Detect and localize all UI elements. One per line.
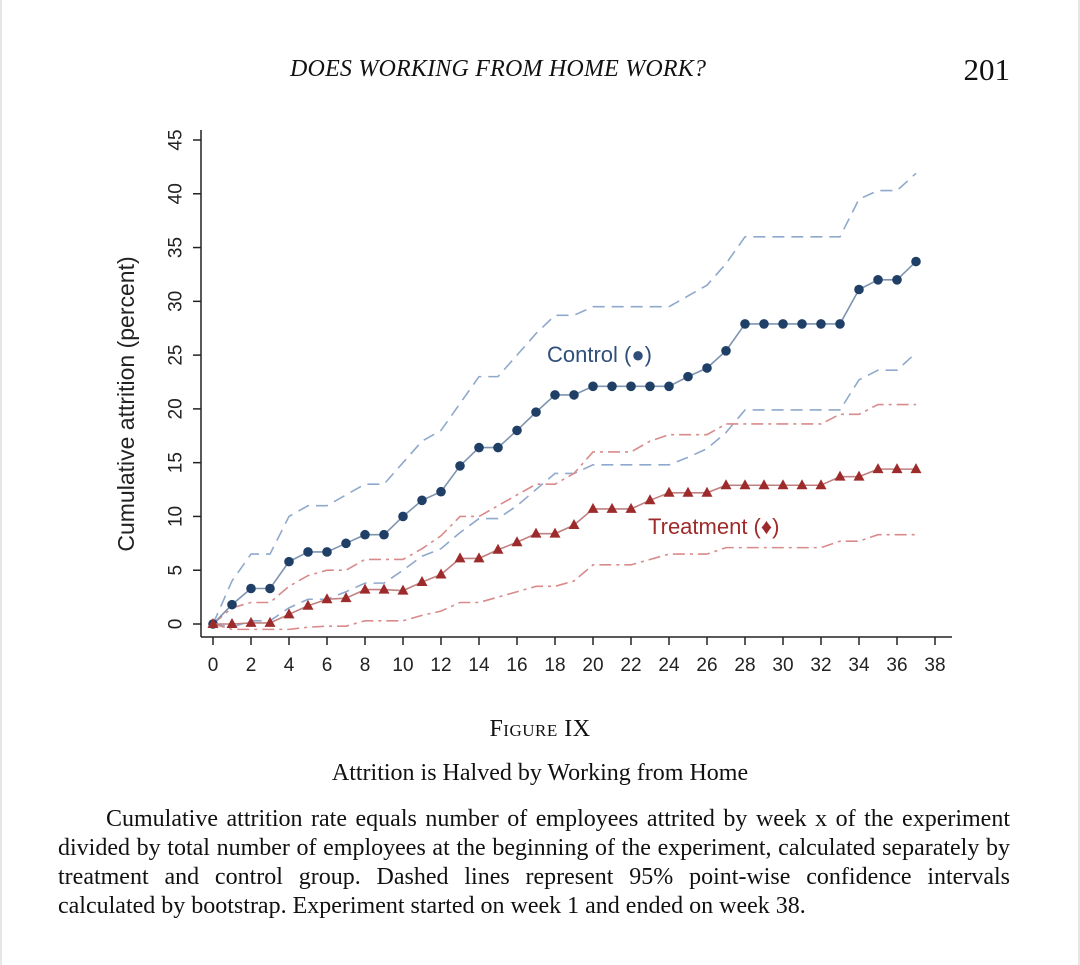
- treatment-point: [835, 471, 846, 481]
- control-point: [379, 530, 389, 540]
- control-point: [607, 382, 617, 392]
- control-point: [303, 547, 313, 557]
- control-point: [892, 275, 902, 285]
- control-point: [702, 363, 712, 373]
- y-tick-label: 40: [165, 183, 187, 205]
- control-point: [265, 584, 275, 594]
- control-point: [417, 496, 427, 506]
- x-tick-label: 30: [772, 655, 794, 676]
- control-point: [493, 443, 503, 453]
- x-tick-label: 20: [582, 655, 604, 676]
- x-tick-label: 6: [321, 655, 333, 676]
- figure-title: Attrition is Halved by Working from Home: [331, 760, 749, 786]
- control-point: [873, 275, 883, 285]
- control-point: [569, 390, 579, 400]
- x-tick-label: 0: [207, 655, 219, 676]
- treatment-point: [892, 463, 903, 473]
- control-point: [284, 557, 294, 567]
- treatment-series-label: Treatment (♦): [648, 514, 780, 539]
- y-tick-label: 15: [165, 452, 187, 474]
- treatment-point: [873, 463, 884, 473]
- control-point: [512, 426, 522, 436]
- control-point: [398, 512, 408, 522]
- y-tick-label: 10: [165, 505, 187, 528]
- x-tick-label: 28: [734, 655, 756, 676]
- treatment-point: [607, 503, 618, 513]
- x-tick-label: 38: [924, 655, 946, 676]
- x-tick-label: 14: [468, 655, 490, 676]
- treatment-point: [759, 479, 770, 489]
- control-point: [645, 382, 655, 392]
- control-point: [778, 319, 788, 329]
- x-tick-label: 8: [359, 655, 371, 676]
- control-ci-lower-line: [213, 353, 916, 627]
- control-point: [835, 319, 845, 329]
- x-tick-label: 18: [544, 655, 566, 676]
- treatment-ci-lower-line: [213, 535, 916, 630]
- control-point: [740, 319, 750, 329]
- control-point: [588, 382, 598, 392]
- x-tick-label: 10: [392, 655, 414, 676]
- y-tick-label: 25: [165, 344, 187, 366]
- x-tick-label: 22: [620, 655, 642, 676]
- x-tick-label: 36: [886, 655, 908, 676]
- treatment-point: [531, 528, 542, 538]
- x-tick-label: 32: [810, 655, 832, 676]
- control-point: [360, 530, 370, 540]
- control-point: [474, 443, 484, 453]
- x-tick-label: 4: [283, 655, 295, 676]
- control-point: [531, 407, 541, 417]
- control-point: [911, 257, 921, 267]
- x-tick-label: 26: [696, 655, 718, 676]
- treatment-series-line: [213, 469, 916, 624]
- treatment-point: [740, 479, 751, 489]
- y-tick-label: 35: [165, 236, 187, 259]
- control-point: [816, 319, 826, 329]
- control-point: [683, 372, 693, 382]
- treatment-point: [455, 552, 466, 562]
- control-point: [455, 461, 465, 471]
- treatment-point: [778, 479, 789, 489]
- running-title: DOES WORKING FROM HOME WORK?: [290, 56, 707, 82]
- treatment-point: [246, 617, 257, 627]
- control-point: [626, 382, 636, 392]
- control-series-label: Control (●): [547, 342, 652, 367]
- y-tick-label: 20: [165, 398, 187, 420]
- control-point: [797, 319, 807, 329]
- page-number: 201: [963, 52, 1010, 87]
- control-point: [227, 600, 237, 610]
- control-point: [721, 346, 731, 356]
- x-tick-label: 12: [430, 655, 452, 676]
- y-tick-label: 45: [165, 129, 187, 151]
- control-point: [246, 584, 256, 594]
- x-tick-label: 2: [245, 655, 257, 676]
- x-tick-label: 24: [658, 655, 680, 676]
- treatment-point: [683, 487, 694, 497]
- y-tick-label: 30: [165, 290, 187, 312]
- y-tick-label: 5: [165, 564, 187, 576]
- treatment-point: [569, 519, 580, 529]
- figure-label: Figure IX: [489, 716, 591, 742]
- x-tick-label: 34: [848, 655, 870, 676]
- treatment-point: [588, 503, 599, 513]
- treatment-point: [911, 463, 922, 473]
- control-point: [322, 547, 332, 557]
- control-point: [341, 539, 351, 549]
- treatment-point: [379, 584, 390, 594]
- treatment-point: [721, 479, 732, 489]
- control-point: [759, 319, 769, 329]
- control-point: [664, 382, 674, 392]
- x-tick-label: 16: [506, 655, 528, 676]
- y-axis-title: Cumulative attrition (percent): [113, 256, 139, 552]
- treatment-point: [664, 487, 675, 497]
- control-ci-upper-line: [213, 173, 916, 624]
- control-point: [854, 285, 864, 295]
- figure-caption: Cumulative attrition rate equals number of employees attrited by week x of the experiment divided by total number of employees at the beginning of the experiment, calculated separately by treatment and control group. Dashed lines represent 95% point-wise confidence intervals calculated by bootstrap. Experiment started on week 1 and ended on week 38.: [58, 806, 1010, 919]
- treatment-point: [436, 569, 447, 579]
- control-point: [436, 487, 446, 497]
- treatment-ci-upper-line: [213, 405, 916, 624]
- chart-layer: [166, 129, 953, 676]
- y-tick-label: 0: [165, 618, 187, 630]
- treatment-point: [797, 479, 808, 489]
- control-point: [550, 390, 560, 400]
